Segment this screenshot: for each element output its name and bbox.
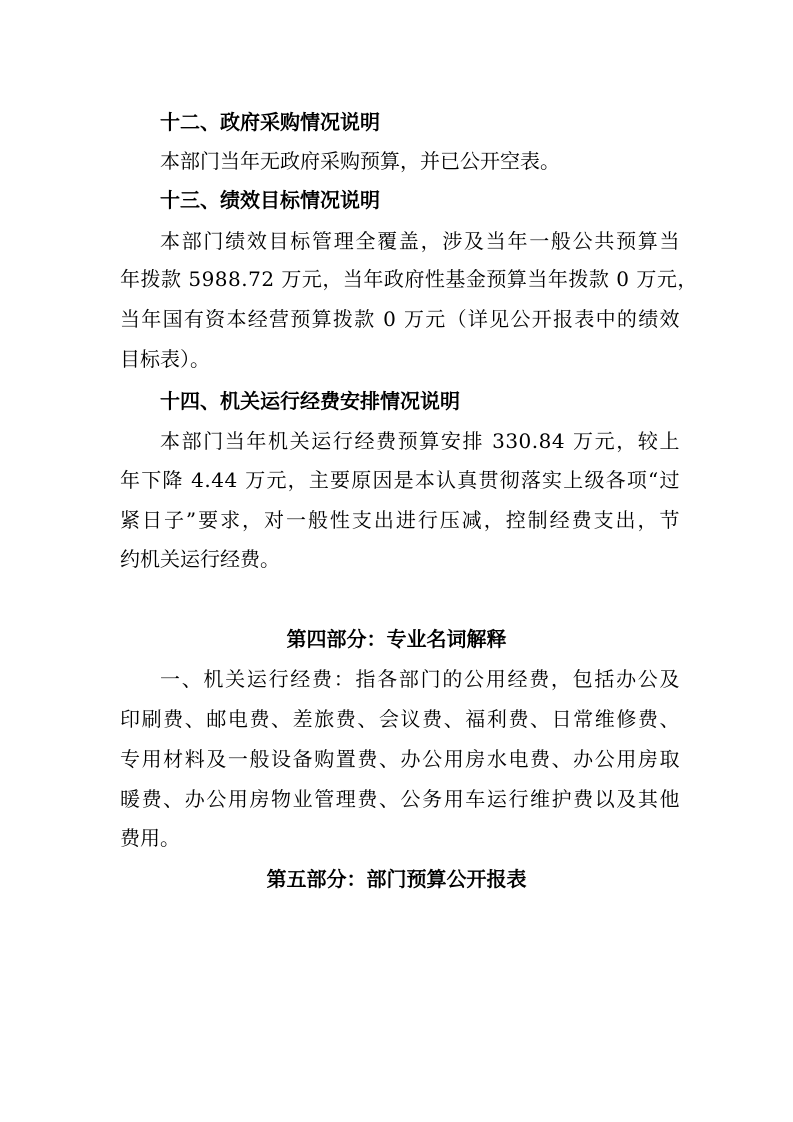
part-5-title: 第五部分：部门预算公开报表	[266, 867, 527, 891]
section-12-body: 本部门当年无政府采购预算，并已公开空表。	[160, 149, 560, 173]
part-4-line: 费用。	[120, 826, 180, 850]
section-14-line: 年下降 4.44 万元，主要原因是本认真贯彻落实上级各项“过	[120, 468, 680, 492]
section-14-line: 本部门当年机关运行经费预算安排 330.84 万元，较上	[160, 429, 680, 453]
section-13-line: 本部门绩效目标管理全覆盖，涉及当年一般公共预算当	[160, 229, 680, 253]
section-13-line: 年拨款 5988.72 万元，当年政府性基金预算当年拨款 0 万元，	[120, 267, 698, 291]
part-4-line: 专用材料及一般设备购置费、办公用房水电费、办公用房取	[120, 747, 680, 771]
section-13-line: 目标表）。	[120, 347, 210, 371]
section-14-heading: 十四、机关运行经费安排情况说明	[160, 389, 460, 413]
part-4-line: 暖费、办公用房物业管理费、公务用车运行维护费以及其他	[120, 787, 680, 811]
section-14-line: 紧日子”要求，对一般性支出进行压减，控制经费支出，节	[120, 508, 680, 532]
part-4-title: 第四部分：专业名词解释	[286, 627, 507, 651]
section-13-line: 当年国有资本经营预算拨款 0 万元（详见公开报表中的绩效	[120, 307, 680, 331]
part-4-line: 印刷费、邮电费、差旅费、会议费、福利费、日常维修费、	[120, 707, 680, 731]
section-12-heading: 十二、政府采购情况说明	[160, 110, 380, 134]
section-13-heading: 十三、绩效目标情况说明	[160, 188, 380, 212]
section-14-line: 约机关运行经费。	[120, 547, 280, 571]
part-4-line: 一、机关运行经费：指各部门的公用经费，包括办公及	[160, 667, 680, 691]
